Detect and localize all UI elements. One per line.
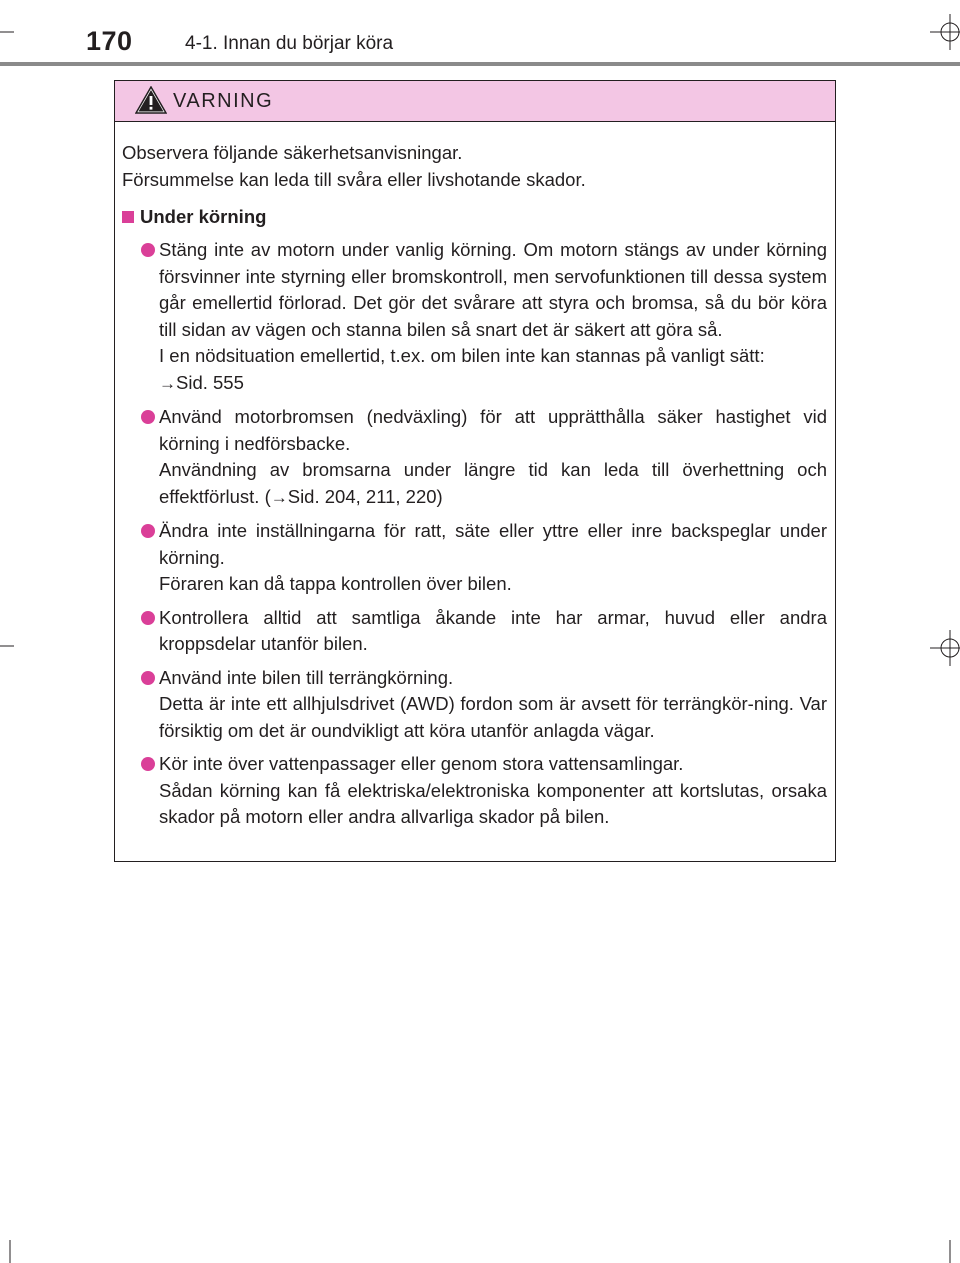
list-item xyxy=(122,751,827,831)
item-text: Använd inte bilen till terrängkörning. xyxy=(159,666,454,688)
circle-bullet-icon xyxy=(141,611,155,625)
item-text: Använd motorbromsen (nedväxling) för att upprätthålla säker hastighet vid körning i nedförsbacke. xyxy=(159,406,827,454)
page-reference-link[interactable]: Sid. 555 xyxy=(176,371,244,393)
crop-mark-mid-right xyxy=(930,630,960,666)
list-item xyxy=(122,237,827,397)
circle-bullet-icon xyxy=(141,671,155,685)
circle-bullet-icon xyxy=(141,243,155,257)
item-reference xyxy=(159,370,827,398)
page-number: 170 xyxy=(86,26,133,56)
item-text: I en nödsituation emellertid, t.ex. om bilen inte kan stannas på vanligt sätt: xyxy=(159,345,765,366)
square-bullet-icon xyxy=(122,211,134,223)
item-text: Kör inte över vattenpassager eller genom stora vattensamlingar. xyxy=(159,753,684,774)
list-item xyxy=(122,518,827,598)
list-item xyxy=(122,404,827,511)
crop-mark-mid-left xyxy=(0,644,14,648)
warning-body xyxy=(115,122,835,831)
crop-mark-top-left xyxy=(0,30,14,34)
item-text: Föraren kan då tappa kontrollen över bilen. xyxy=(159,573,512,594)
page-reference-link[interactable]: Sid. 204, 211, 220) xyxy=(287,485,443,507)
header-rule xyxy=(0,62,960,66)
warning-box xyxy=(114,80,836,862)
arrow-right-icon: → xyxy=(159,373,176,393)
item-text: Detta är inte ett allhjulsdrivet (AWD) fordon som är avsett för terrängkör-ning. Var försiktig om det är oundvikligt att köra utanför anlagda vägar. xyxy=(159,693,827,741)
intro-line: Observera följande säkerhetsanvisningar. xyxy=(122,142,463,163)
item-text: Ändra inte inställningarna för ratt, säte eller yttre eller inre backspeglar under körning. xyxy=(159,520,827,568)
warning-header xyxy=(115,81,835,122)
arrow-right-icon: → xyxy=(270,487,288,507)
circle-bullet-icon xyxy=(141,410,155,424)
item-text: Stäng inte av motorn under vanlig körning. Om motorn stängs av under körning försvinner inte styrning eller bromskontroll, men servofunktionen till dessa system går emellertid förlorad. Det gör det svårare att styra och bromsa, så du bör köra till sidan av vägen och stanna bilen så snart det är säkert att göra så. xyxy=(159,239,827,340)
crop-mark-top-right xyxy=(930,14,960,50)
list-item xyxy=(122,665,827,745)
item-text: Kontrollera alltid att samtliga åkande inte har armar, huvud eller andra kroppsdelar utanför bilen. xyxy=(159,606,827,654)
warning-triangle-icon xyxy=(135,86,167,114)
page-header xyxy=(0,0,960,66)
warning-title: VARNING xyxy=(173,90,274,112)
list-item xyxy=(122,605,827,658)
crop-mark-bottom-left xyxy=(8,1240,12,1263)
item-text: Sådan körning kan få elektriska/elektroniska komponenter att kortslutas, orsaka skador på motorn eller andra allvarliga skador på bilen. xyxy=(159,779,827,827)
section-heading-text: Under körning xyxy=(140,206,267,227)
crop-mark-bottom-right xyxy=(948,1240,952,1263)
section-title: 4-1. Innan du börjar köra xyxy=(185,33,394,54)
intro-line: Försummelse kan leda till svåra eller livshotande skador. xyxy=(122,168,586,190)
circle-bullet-icon xyxy=(141,524,155,538)
item-text: Användning av bromsarna under längre tid kan leda till överhettning och effektförlust. (→Sid. 204, 211, 220) xyxy=(159,459,827,507)
section-heading xyxy=(122,204,827,230)
circle-bullet-icon xyxy=(141,757,155,771)
warning-list xyxy=(122,237,827,831)
warning-intro xyxy=(122,140,827,193)
